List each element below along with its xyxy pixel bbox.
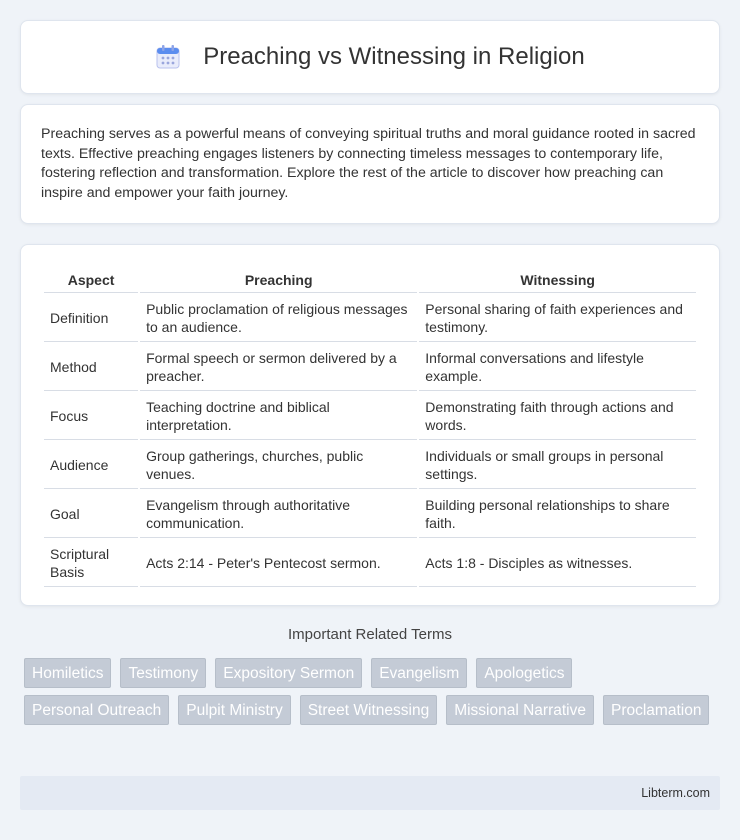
table-cell-witnessing: Acts 1:8 - Disciples as witnesses. xyxy=(419,540,696,587)
tag-missional-narrative[interactable]: Missional Narrative xyxy=(446,695,594,725)
intro-card xyxy=(20,104,720,224)
tag-apologetics[interactable]: Apologetics xyxy=(476,658,572,688)
column-header-preaching: Preaching xyxy=(140,267,417,293)
table-cell-aspect: Definition xyxy=(44,295,138,342)
comparison-table xyxy=(42,265,698,589)
column-header-witnessing: Witnessing xyxy=(419,267,696,293)
table-row xyxy=(44,295,696,342)
tag-street-witnessing[interactable]: Street Witnessing xyxy=(300,695,437,725)
footer xyxy=(20,776,720,810)
table-cell-witnessing: Informal conversations and lifestyle example. xyxy=(419,344,696,391)
comparison-table-card xyxy=(20,244,720,606)
tag-proclamation[interactable]: Proclamation xyxy=(603,695,709,725)
table-row xyxy=(44,491,696,538)
table-cell-preaching: Teaching doctrine and biblical interpretation. xyxy=(140,393,417,440)
table-cell-aspect: Method xyxy=(44,344,138,391)
table-cell-preaching: Acts 2:14 - Peter's Pentecost sermon. xyxy=(140,540,417,587)
intro-text: Preaching serves as a powerful means of conveying spiritual truths and moral guidance rooted in sacred texts. Effective preaching engages listeners by connecting timeless messages to contemporary life, fostering reflection and transformation. Explore the rest of the article to discover how preaching can inspire and empower your faith journey. xyxy=(41,126,696,201)
table-cell-aspect: Audience xyxy=(44,442,138,489)
table-cell-aspect: Scriptural Basis xyxy=(44,540,138,587)
table-cell-witnessing: Individuals or small groups in personal settings. xyxy=(419,442,696,489)
table-cell-preaching: Group gatherings, churches, public venues. xyxy=(140,442,417,489)
tag-homiletics[interactable]: Homiletics xyxy=(24,658,111,688)
page-title: Preaching vs Witnessing in Religion xyxy=(203,43,585,70)
table-cell-aspect: Focus xyxy=(44,393,138,440)
table-row xyxy=(44,442,696,489)
table-cell-witnessing: Building personal relationships to share faith. xyxy=(419,491,696,538)
tag-expository-sermon[interactable]: Expository Sermon xyxy=(215,658,362,688)
calendar-icon xyxy=(155,44,181,70)
table-cell-preaching: Evangelism through authoritative communication. xyxy=(140,491,417,538)
table-header-row xyxy=(44,267,696,293)
tag-testimony[interactable]: Testimony xyxy=(120,658,206,688)
column-header-aspect: Aspect xyxy=(44,267,138,293)
table-row xyxy=(44,540,696,587)
header-card xyxy=(20,20,720,94)
tag-personal-outreach[interactable]: Personal Outreach xyxy=(24,695,169,725)
tag-evangelism[interactable]: Evangelism xyxy=(371,658,467,688)
table-cell-witnessing: Personal sharing of faith experiences and testimony. xyxy=(419,295,696,342)
table-cell-aspect: Goal xyxy=(44,491,138,538)
table-cell-witnessing: Demonstrating faith through actions and words. xyxy=(419,393,696,440)
table-row xyxy=(44,344,696,391)
table-row xyxy=(44,393,696,440)
related-terms-list xyxy=(22,658,722,732)
table-cell-preaching: Public proclamation of religious messages to an audience. xyxy=(140,295,417,342)
tag-pulpit-ministry[interactable]: Pulpit Ministry xyxy=(178,695,290,725)
related-terms-title: Important Related Terms xyxy=(288,626,452,643)
footer-site-link[interactable]: Libterm.com xyxy=(641,786,710,800)
table-cell-preaching: Formal speech or sermon delivered by a preacher. xyxy=(140,344,417,391)
